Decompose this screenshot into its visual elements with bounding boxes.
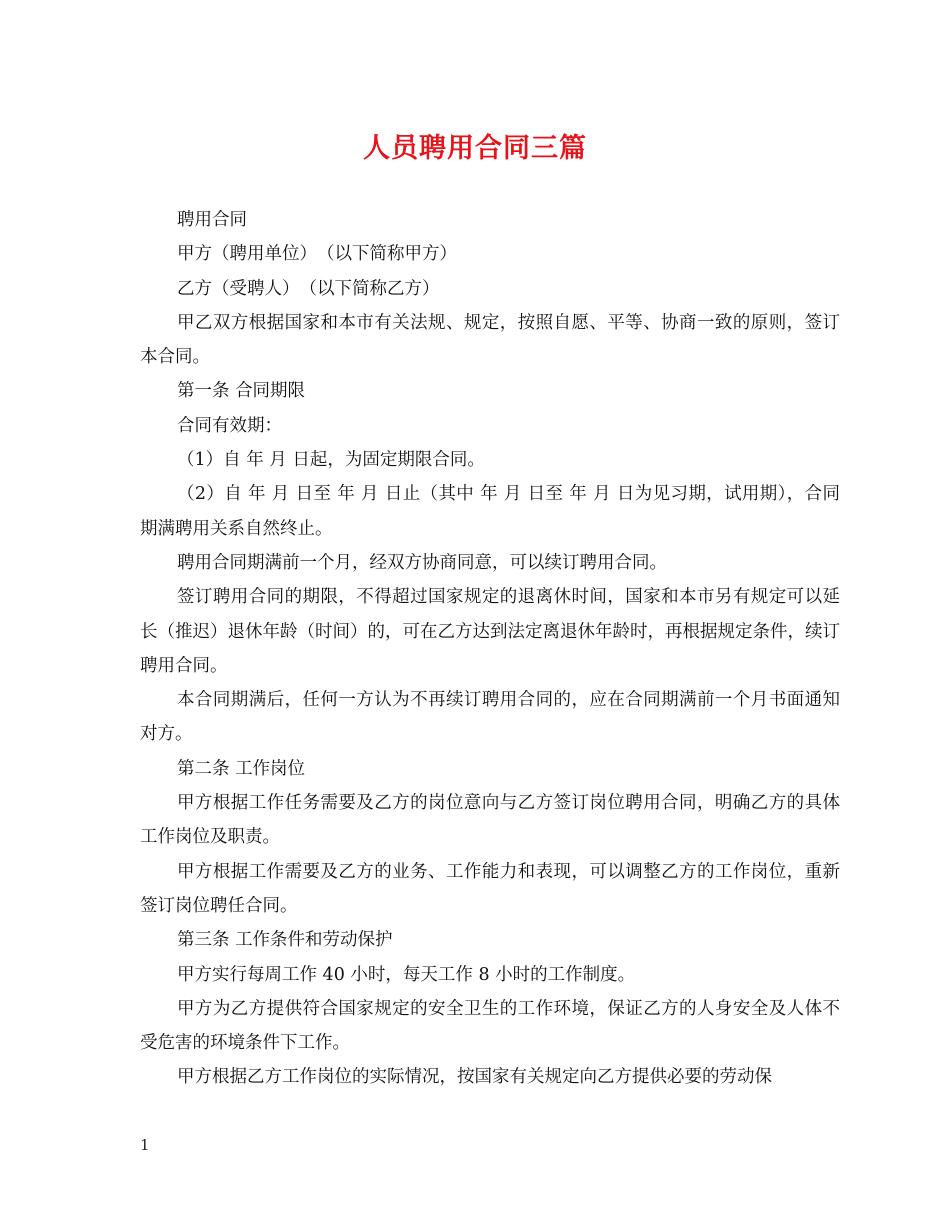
paragraph-party-a: 甲方（聘用单位） （以下简称甲方）: [177, 244, 457, 265]
paragraph-preamble: 甲乙双方根据国家和本市有关法规、规定，按照自愿、平等、协商一致的原则，签订本合同。: [140, 312, 840, 368]
paragraph-article-3-heading: 第三条 工作条件和劳动保护: [177, 930, 393, 951]
document-body: [140, 203, 840, 1095]
page-number: 1: [140, 1136, 150, 1154]
paragraph-validity: 合同有效期：: [177, 415, 282, 436]
paragraph-renewal: 聘用合同期满前一个月，经双方协商同意，可以续订聘用合同。: [177, 552, 667, 573]
paragraph-term-limit: 签订聘用合同的期限，不得超过国家规定的退离休时间，国家和本市另有规定可以延长（推迟）退休年龄（时间）的，可在乙方达到法定离退休年龄时，再根据规定条件，续订聘用合同。: [140, 587, 840, 676]
paragraph-term-1: （1）自 年 月 日起，为固定期限合同。: [177, 450, 485, 471]
paragraph-party-b: 乙方（受聘人） （以下简称乙方）: [177, 278, 440, 299]
paragraph-labor-protection: 甲方根据乙方工作岗位的实际情况，按国家有关规定向乙方提供必要的劳动保: [177, 1067, 772, 1088]
paragraph-expiry-notice: 本合同期满后，任何一方认为不再续订聘用合同的，应在合同期满前一个月书面通知对方。: [140, 690, 840, 745]
paragraph-term-2: （2）自 年 月 日至 年 月 日止（其中 年 月 日至 年 月 日为见习期，试用期），合同期满聘用关系自然终止。: [140, 484, 840, 539]
paragraph-work-hours: 甲方实行每周工作 40 小时，每天工作 8 小时的工作制度。: [177, 964, 636, 985]
paragraph-post-adjust: 甲方根据工作需要及乙方的业务、工作能力和表现，可以调整乙方的工作岗位，重新签订岗位聘任合同。: [140, 861, 840, 916]
paragraph-article-1-heading: 第一条 合同期限: [177, 381, 306, 402]
paragraph-heading-contract: 聘用合同: [177, 210, 247, 230]
paragraph-post-contract: 甲方根据工作任务需要及乙方的岗位意向与乙方签订岗位聘用合同，明确乙方的具体工作岗位及职责。: [140, 793, 840, 848]
paragraph-work-environment: 甲方为乙方提供符合国家规定的安全卫生的工作环境，保证乙方的人身安全及人体不受危害的环境条件下工作。: [140, 998, 840, 1054]
document-title: 人员聘用合同三篇: [363, 133, 587, 164]
paragraph-article-2-heading: 第二条 工作岗位: [177, 758, 306, 779]
